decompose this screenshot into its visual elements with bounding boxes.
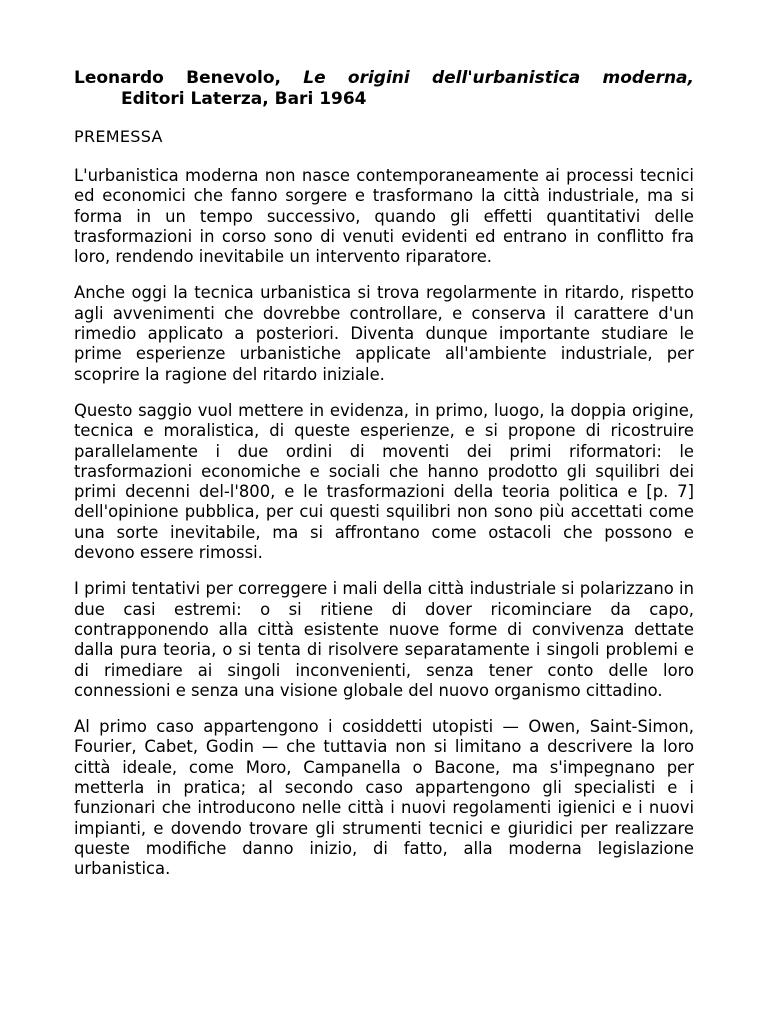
citation-line-1	[74, 68, 694, 89]
paragraph-3: Questo saggio vuol mettere in evidenza, in primo, luogo, la doppia origine, tecnica e moralistica, di queste esperienze, e si propone di ricostruire parallelamente i due ordini di moventi dei primi riformatori: le trasformazioni economiche e sociali che hanno prodotto gli squilibri dei primi decenni del-l'800, e le trasformazioni della teoria politica e [p. 7] dell'opinione pubblica, per cui questi squilibri non sono più accettati come una sorte inevitabile, ma si affrontano come ostacoli che possono e devono essere rimossi.	[74, 400, 694, 563]
citation-publisher: Editori Laterza, Bari 1964	[121, 89, 367, 109]
paragraph-4: I primi tentativi per correggere i mali della città industriale si polarizzano in due casi estremi: o si ritiene di dover ricominciare da capo, contrapponendo alla città esistente nuove forme di convivenza dettate dalla pura teoria, o si tenta di risolvere separatamente i singoli problemi e di rimediare ai singoli inconvenienti, senza tener conto delle loro connessioni e senza una visione globale del nuovo organismo cittadino.	[74, 579, 694, 700]
section-heading: PREMESSA	[74, 127, 163, 146]
citation-author: Leonardo Benevolo,	[74, 68, 281, 88]
paragraph-1: L'urbanistica moderna non nasce contemporaneamente ai processi tecnici ed economici che fanno sorgere e trasformano la città industriale, ma si forma in un tempo successivo, quando gli effetti quantitativi delle trasformazioni in corso sono di venuti evidenti ed entrano in conflitto fra loro, rendendo inevitabile un intervento riparatore.	[74, 166, 694, 267]
citation-title: Le origini dell'urbanistica moderna,	[303, 68, 694, 88]
document-body	[74, 68, 694, 880]
paragraph-5: Al primo caso appartengono i cosiddetti utopisti — Owen, Saint-Simon, Fourier, Cabet, Godin — che tuttavia non si limitano a descrivere la loro città ideale, come Moro, Campanella o Bacone, ma s'impegnano per metterla in pratica; al secondo caso appartengono gli specialisti e i funzionari che introducono nelle città i nuovi regolamenti igienici e i nuovi impianti, e dovendo trovare gli strumenti tecnici e giuridici per realizzare queste modifiche danno inizio, di fatto, alla moderna legislazione urbanistica.	[74, 717, 694, 879]
paragraph-2: Anche oggi la tecnica urbanistica si trova regolarmente in ritardo, rispetto agli avvenimenti che dovrebbe controllare, e conserva il carattere d'un rimedio applicato a posteriori. Diventa dunque importante studiare le prime esperienze urbanistiche applicate all'ambiente industriale, per scoprire la ragione del ritardo iniziale.	[74, 283, 694, 384]
